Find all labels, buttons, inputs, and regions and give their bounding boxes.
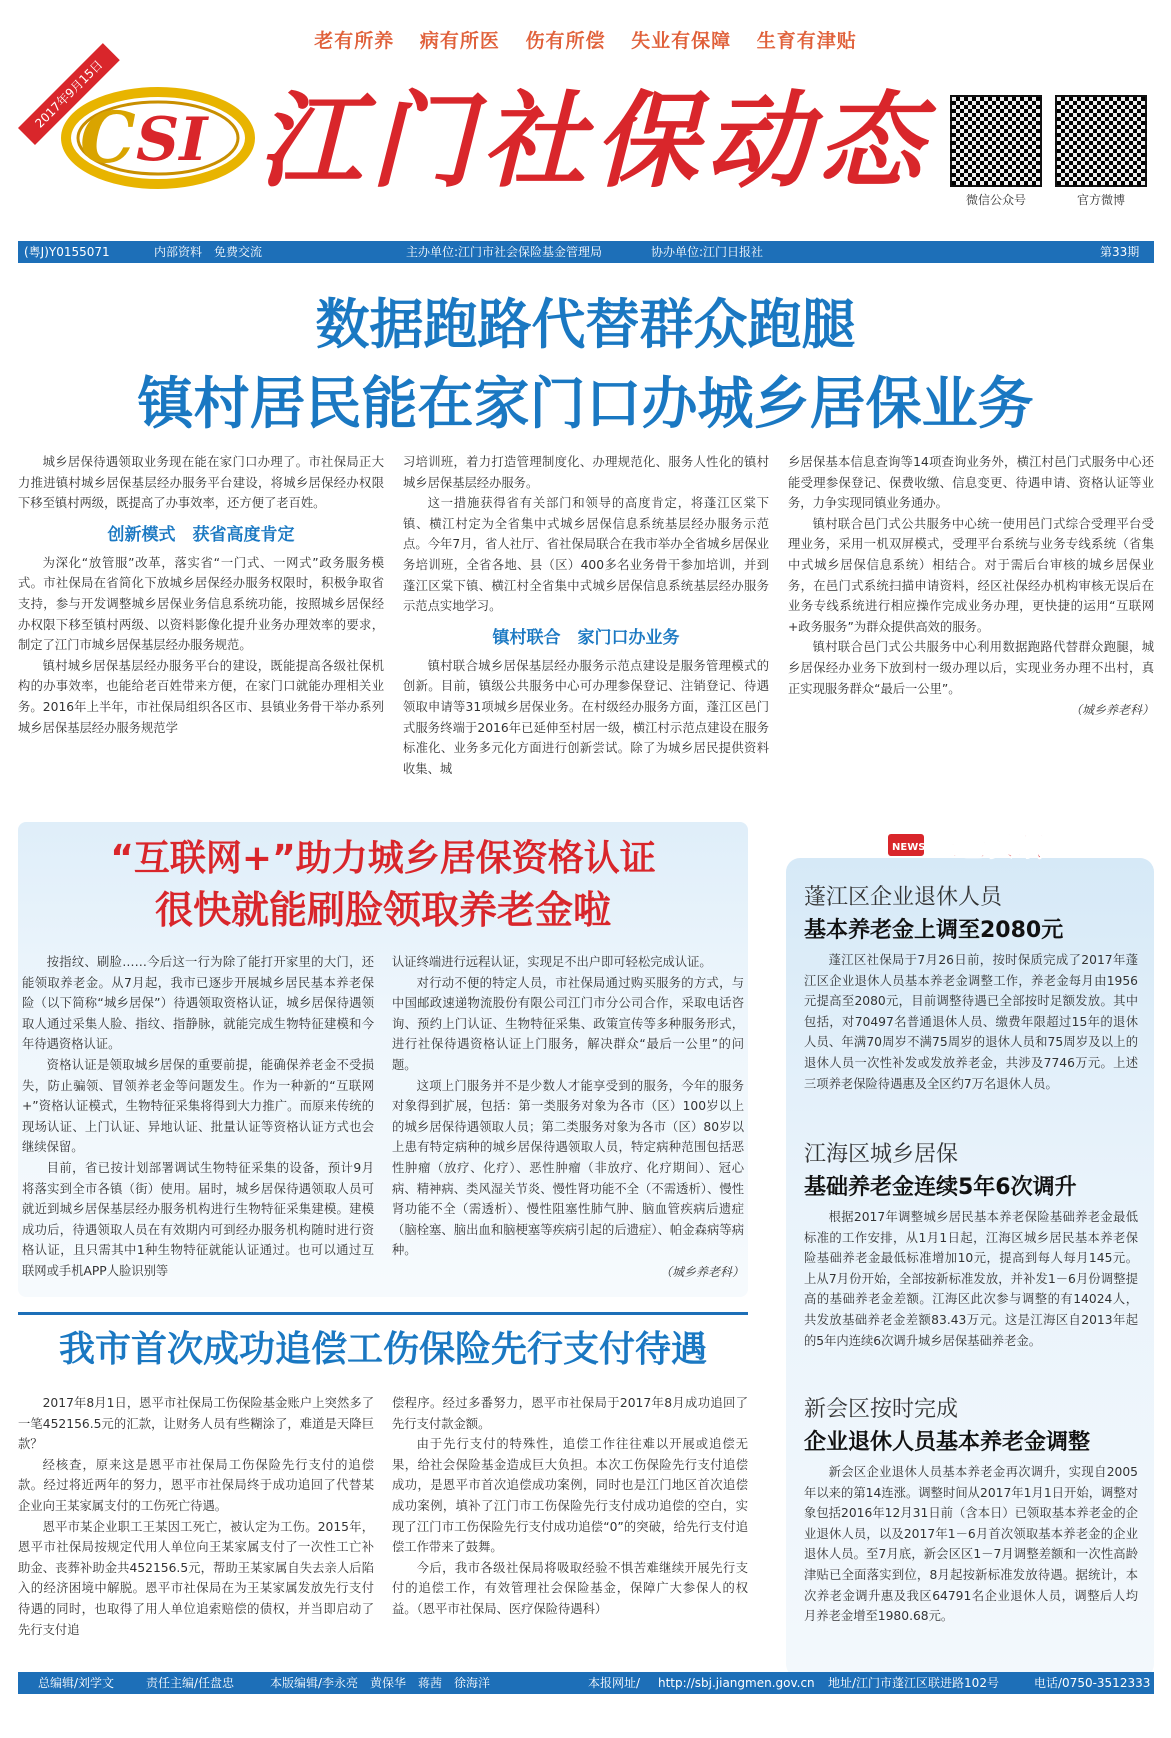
sidebar-item-headline: 基本养老金上调至2080元 xyxy=(804,918,1064,943)
article1-headline2: 镇村居民能在家门口办城乡居保业务 xyxy=(137,372,1034,437)
paragraph: 经核查，原来这是恩平市社保局工伤保险先行支付的追偿款。经过将近两年的努力，恩平市社保局终于成功追回了代替某企业向王某家属支付的工伤死亡待遇。 xyxy=(18,1457,374,1513)
sidebar-item-headline: 基础养老金连续5年6次调升 xyxy=(804,1175,1077,1200)
sidebar-item-2 xyxy=(804,1137,1138,1351)
paragraph: 镇村联合城乡居保基层经办服务示范点建设是服务管理模式的创新。目前，镇级公共服务中心可办理参保登记、注销登记、待遇领取申请等31项城乡居保业务。在村级经办服务方面，蓬江区邑门式服务终端于2016年已延伸至村居一级，横江村示范点建设在服务标准化、业务多元化方面进行创新尝试。除了为城乡居民提供资料收集、城 xyxy=(403,658,769,776)
paragraph: 镇村城乡居保基层经办服务平台的建设，既能提高各级社保机构的办事效率，也能给老百姓带来方便，在家门口就能办理相关业务。2016年上半年，市社保局组织各区市、县镇业务骨干举办系列城乡居保基层经办服务规范学 xyxy=(18,658,384,735)
article1-subheading-2: 镇村联合 家门口办业务 xyxy=(492,627,680,648)
sidebar-item-1 xyxy=(804,880,1138,1094)
qr-code-icon xyxy=(950,95,1042,187)
logo-text: SI xyxy=(136,105,208,175)
slogan: 生育有津贴 xyxy=(756,30,857,52)
qr-caption: 官方微博 xyxy=(1076,193,1125,207)
article2-column-2 xyxy=(392,952,744,1280)
website-link[interactable]: http://sbj.jiangmen.gov.cn xyxy=(658,1676,815,1690)
article3-headline: 我市首次成功追偿工伤保险先行支付待遇 xyxy=(58,1329,707,1370)
signature: （城乡养老科） xyxy=(1069,703,1154,718)
csi-logo xyxy=(58,82,258,192)
paragraph: 目前，省已按计划部署调试生物特征采集的设备，预计9月将落实到全市各镇（街）使用。届时，城乡居保待遇领取人员可就近到城乡居保基层经办服务机构进行生物特征采集建模。建模成功后，待遇领取人员在有效期内可到经办服务机构随时进行资格认证，且只需其中1种生物特征就能认证通过。也可以通过互联网或手机APP人脸识别等 xyxy=(22,1160,374,1278)
article1-column-1 xyxy=(18,452,384,738)
slogan: 失业有保障 xyxy=(631,30,732,52)
paragraph: 镇村联合邑门式公共服务中心统一使用邑门式综合受理平台受理业务，采用一机双屏模式，受理平台系统与业务专线系统（省集中式城乡居保信息系统）相结合。对于需后台审核的城乡居保业务，在邑门式系统扫描申请资料，经区社保经办机构审核无误后在业务专线系统进行相应操作完成业务办理，更快捷的运用“互联网+政务服务”为群众提供高效的服务。 xyxy=(788,516,1154,634)
paragraph: 今后，我市各级社保局将吸取经验不惧苦难继续开展先行支付的追偿工作，有效管理社会保险基金，保障广大参保人的权益。（恩平市社保局、医疗保险待遇科） xyxy=(392,1560,748,1616)
article3-divider xyxy=(18,1312,748,1315)
sidebar-item-title: 新会区按时完成 xyxy=(804,1397,959,1422)
paragraph: 按指纹、刷脸……今后这一行为除了能打开家里的大门，还能领取养老金。从7月起，我市已逐步开展城乡居民基本养老保险（以下简称“城乡居保”）待遇领取资格认证，城乡居保待遇领取人通过采集人脸、指纹、指静脉，就能完成生物特征建模和今年待遇资格认证。 xyxy=(22,955,374,1052)
footer-bar xyxy=(18,1672,1154,1694)
slogan: 病有所医 xyxy=(419,30,500,52)
paragraph: 乡居保基本信息查询等14项查询业务外，横江村邑门式服务中心还能受理参保登记、保费收缴、信息变更、待遇申请、资格认证等业务，力争实现同镇业务通办。 xyxy=(788,455,1154,511)
paragraph: 新会区企业退休人员基本养老金再次调升，实现自2005年以来的第14连涨。调整时间从2017年1月1日开始，调整对象包括2016年12月31日前（含本日）已领取基本养老金的企业退休人员，以及2017年1－6月首次领取基本养老金的企业退休人员。至7月底，新会区区1－7月调整差额和一次性高龄津贴已全面落实到位，8月起按新标准发放待遇。据统计，本次养老金调升惠及我区64791名企业退休人员，调整后人均月养老金增至1980.68元。 xyxy=(804,1465,1138,1624)
article3-column-2 xyxy=(392,1393,748,1620)
paragraph: 资格认证是领取城乡居保的重要前提，能确保养老金不受损失，防止骗领、冒领养老金等问题发生。作为一种新的“互联网+”资格认证模式，生物特征采集将得到大力推广。而原来传统的现场认证、上门认证、异地认证、批量认证等资格认证方式也会继续保留。 xyxy=(22,1057,374,1155)
issue-number: 第33期 xyxy=(1100,245,1140,259)
qr-caption: 微信公众号 xyxy=(965,193,1026,207)
chief-editor: 总编辑/刘学文 xyxy=(38,1676,115,1690)
date-ribbon: 2017年9月15日 xyxy=(18,43,120,145)
page-editor: 本版编辑/李永亮 黄保华 蒋茜 徐海洋 xyxy=(270,1676,491,1690)
paragraph: 由于先行支付的特殊性，追偿工作往往难以开展或追偿无果，给社会保险基金造成巨大负担。本次工伤保险先行支付追偿成功，是恩平市首次追偿成功案例，同时也是江门地区首次追偿成功案例，填补了江门市工伤保险先行支付成功追偿的空白，实现了江门市工伤保险先行支付成功追偿“0”的突破，给先行支付追偿工作带来了鼓舞。 xyxy=(392,1437,748,1555)
sidebar-item-3 xyxy=(804,1392,1138,1627)
masthead-title: 江门社保动态 xyxy=(258,79,931,202)
paragraph: 偿程序。经过多番努力，恩平市社保局于2017年8月成功追回了先行支付款金额。 xyxy=(392,1396,748,1431)
article1-column-3 xyxy=(788,452,1154,718)
paragraph: 镇村联合邑门式公共服务中心利用数据跑路代替群众跑腿，城乡居保经办业务下放到村一级办理以后，实现业务办理不出村，真正实现服务群众“最后一公里”。 xyxy=(788,640,1154,696)
badge-title: 五邑快讯 xyxy=(930,830,1043,863)
weibo-qr[interactable] xyxy=(1055,95,1147,208)
paragraph: 为深化“放管服”改革，落实省“一门式、一网式”政务服务模式。市社保局在省简化下放城乡居保经办服务权限时，积极争取省支持，参与开发调整城乡居保业务信息系统功能，按照城乡居保经办权限下移至镇村两级、以资料影像化提升业务办理效率的要求，制定了江门市城乡居保基层经办服务规范。 xyxy=(18,555,384,653)
sidebar-badge xyxy=(888,822,1048,868)
svg-text:NEWS: NEWS xyxy=(892,842,926,853)
paragraph: 恩平市某企业职工王某因工死亡，被认定为工伤。2015年，恩平市社保局按规定代用人单位向王某家属支付了一次性工亡补助金、丧葬补助金共452156.5元，帮助王某家属自失去亲人后陷入的经济困境中解脱。恩平市社保局在为王某家属发放先行支付待遇的同时，也取得了用人单位追索赔偿的债权，并当即启动了先行支付追 xyxy=(18,1519,374,1637)
article1-subheading-1: 创新模式 获省高度肯定 xyxy=(107,524,295,545)
paragraph: 习培训班，着力打造管理制度化、办理规范化、服务人性化的镇村城乡居保基层经办服务。 xyxy=(403,455,769,490)
article3-column-1 xyxy=(18,1393,374,1640)
paragraph: 这项上门服务并不是少数人才能享受到的服务，今年的服务对象得到扩展，包括：第一类服务对象为各市（区）100岁以上的城乡居保待遇领取人员；第二类服务对象为各市（区）80岁以上患有特定病种的城乡居保待遇领取人员，特定病种范围包括恶性肿瘤（放疗、化疗）、恶性肿瘤（非放疗、化疗期间）、冠心病、精神病、类风湿关节炎、慢性肾功能不全（不需透析）、慢性肾功能不全（需透析）、慢性阻塞性肺气肿、脑血管疾病后遗症（脑栓塞、脑出血和脑梗塞等疾病引起的后遗症）、帕金森病等病种。 xyxy=(392,1078,744,1258)
article1-headline1: 数据跑路代替群众跑腿 xyxy=(315,293,856,356)
address: 地址/江门市蓬江区联进路102号 xyxy=(828,1676,999,1690)
svg-text:C: C xyxy=(80,96,136,179)
paragraph: 对行动不便的特定人员，市社保局通过购买服务的方式，与中国邮政速递物流股份有限公司江门市分公司合作，采取电话咨询、预约上门认证、生物特征采集、政策宣传等多种服务形式，进行社保待遇资格认证上门服务，解决群众“最后一公里”的问题。 xyxy=(392,975,744,1072)
paragraph: 2017年8月1日，恩平市社保局工伤保险基金账户上突然多了一笔452156.5元的汇款，让财务人员有些糊涂了，难道是天降巨款？ xyxy=(18,1396,374,1452)
co-sponsor: 协办单位:江门日报社 xyxy=(651,245,764,259)
sidebar-item-title: 江海区城乡居保 xyxy=(804,1142,959,1167)
news-badge-icon xyxy=(888,822,1048,868)
article2-headline2: 很快就能刷脸领取养老金啦 xyxy=(154,888,611,932)
internal-note: 内部资料 免费交流 xyxy=(154,245,263,259)
paragraph: 城乡居保待遇领取业务现在能在家门口办理了。市社保局正大力推进镇村城乡居保基层经办服务平台建设，将城乡居保经办权限下移至镇村两级，既提高了办事效率，还方便了老百姓。 xyxy=(18,455,384,511)
paragraph: 认证终端进行远程认证，实现足不出户即可轻松完成认证。 xyxy=(392,955,712,969)
paragraph: 蓬江区社保局于7月26日前，按时保质完成了2017年蓬江区企业退休人员基本养老金调整工作，养老金每月由1956元提高至2080元，目前调整待遇已全部按时足额发放。其中包括，对70497名普通退休人员、缴费年限超过15年的退休人员、年满70周岁不满75周岁的退休人员和75周岁及以上的退休人员一次性补发或发放养老金，共涉及7746万元。上述三项养老保险待遇惠及全区约7万名退休人员。 xyxy=(804,953,1138,1091)
sidebar-item-title: 蓬江区企业退休人员 xyxy=(804,885,1003,910)
sponsor: 主办单位:江门市社会保险基金管理局 xyxy=(406,245,603,259)
slogan-bar xyxy=(0,26,1171,53)
paragraph: 这一措施获得省有关部门和领导的高度肯定，将蓬江区棠下镇、横江村定为全省集中式城乡居保信息系统基层经办服务示范点。今年7月，省人社厅、省社保局联合在我市举办全省城乡居保业务培训班，全省各地、县（区）400多名业务骨干参加培训，并到蓬江区棠下镇、横江村全省集中式城乡居保信息系统基层经办服务示范点实地学习。 xyxy=(403,496,769,614)
paragraph: 根据2017年调整城乡居民基本养老保险基础养老金最低标准的工作安排，从1月1日起，江海区城乡居民基本养老保险基础养老金最低标准增加10元，提高到每人每月145元。上从7月份开始，全部按新标准发放，并补发1－6月份调整提高的基础养老金差额。江海区此次参与调整的有14024人，共发放基础养老金差额83.43万元。这是江海区自2013年起的5年内连续6次调升城乡居保基础养老金。 xyxy=(804,1210,1138,1348)
article2-headline1: “互联网+”助力城乡居保资格认证 xyxy=(110,838,656,879)
url-label: 本报网址/ xyxy=(588,1676,641,1690)
registration-code: (粤J)Y0155071 xyxy=(24,245,110,259)
article2-column-1 xyxy=(22,952,374,1282)
signature: （城乡养老科） xyxy=(659,1264,744,1279)
slogan: 伤有所偿 xyxy=(525,30,606,52)
qr-code-icon xyxy=(1055,95,1147,187)
wechat-qr[interactable] xyxy=(950,95,1042,208)
info-bar xyxy=(18,241,1154,263)
responsible-editor: 责任主编/任盘忠 xyxy=(146,1676,235,1690)
slogan: 老有所养 xyxy=(314,30,395,52)
sidebar-item-headline: 企业退休人员基本养老金调整 xyxy=(804,1430,1091,1455)
phone: 电话/0750-3512333 xyxy=(1034,1676,1151,1690)
article1-column-2 xyxy=(403,452,769,779)
logo-icon xyxy=(58,82,258,192)
